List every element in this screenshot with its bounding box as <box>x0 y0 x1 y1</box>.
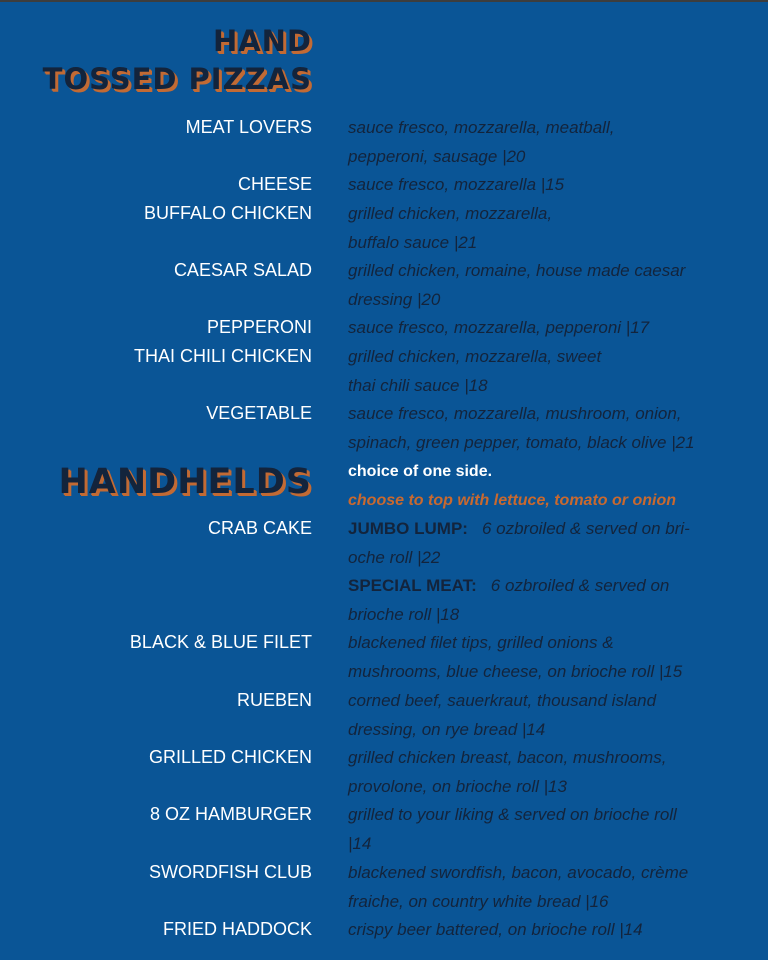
desc-line: fraiche, on country white bread |16 <box>348 891 609 911</box>
menu-item-thai-chili-chicken-name: THAI CHILI CHICKEN <box>133 346 312 366</box>
menu-item-swordfish-club-desc <box>348 859 733 916</box>
menu-item-cheese-desc <box>348 171 733 200</box>
desc-line: grilled chicken breast, bacon, mushrooms, <box>348 748 667 767</box>
desc-line <box>348 515 733 544</box>
menu-item-fried-haddock-name: FRIED HADDOCK <box>162 919 312 939</box>
desc-line: dressing, on rye bread |14 <box>348 719 546 739</box>
desc-line: oche roll |22 <box>348 547 441 567</box>
desc-line: crispy beer battered, on brioche roll |14 <box>348 920 643 939</box>
jumbo-lump-label: JUMBO LUMP: <box>348 519 468 538</box>
desc-line: grilled to your liking & served on brioche roll <box>348 805 677 824</box>
menu-item-vegetable-name: VEGETABLE <box>206 403 312 423</box>
menu-item-swordfish-club-name: SWORDFISH CLUB <box>148 862 312 882</box>
menu-item-meat-lovers-desc <box>348 114 733 171</box>
desc-line: grilled chicken, mozzarella, <box>348 204 553 223</box>
menu-item-caesar-salad-name: CAESAR SALAD <box>173 260 312 280</box>
top-border <box>0 0 768 2</box>
desc-line: brioche roll |18 <box>348 605 460 625</box>
special-meat-label: SPECIAL MEAT: <box>348 576 477 596</box>
menu-item-black-blue-filet-desc <box>348 629 733 686</box>
desc-line: corned beef, sauerkraut, thousand island <box>348 691 657 710</box>
desc-line: sauce fresco, mozzarella, meatball, <box>348 118 615 137</box>
menu-item-grilled-chicken-name: GRILLED CHICKEN <box>148 747 312 767</box>
menu-item-crab-cake-desc <box>348 515 733 630</box>
menu-item-fried-haddock-desc <box>348 916 733 945</box>
desc-line: dressing |20 <box>348 289 441 309</box>
menu-item-pepperoni-desc <box>348 314 733 343</box>
desc-line: mushrooms, blue cheese, on brioche roll |15 <box>348 661 683 681</box>
desc-line: blackened filet tips, grilled onions & <box>348 633 614 652</box>
menu-item-vegetable-desc <box>348 400 733 457</box>
desc-line: provolone, on brioche roll |13 <box>348 776 567 796</box>
side-choice-note: choice of one side. <box>348 463 493 480</box>
section-title-pizzas <box>43 22 312 98</box>
menu-item-meat-lovers-name: MEAT LOVERS <box>185 117 312 137</box>
desc-line: sauce fresco, mozzarella, pepperoni |17 <box>348 318 650 337</box>
menu-item-cheese-name: CHEESE <box>237 174 312 194</box>
desc-line: buffalo sauce |21 <box>348 232 478 252</box>
desc-line: sauce fresco, mozzarella, mushroom, onion, <box>348 404 682 423</box>
jumbo-lump-text: 6 ozbroiled & served on bri- <box>481 519 690 538</box>
desc-line: sauce fresco, mozzarella |15 <box>348 175 565 194</box>
desc-line: grilled chicken, romaine, house made caesar <box>348 261 686 280</box>
menu-item-crab-cake-name: CRAB CAKE <box>207 518 312 538</box>
menu-item-grilled-chicken-desc <box>348 744 733 801</box>
menu-item-pepperoni-name: PEPPERONI <box>206 317 312 337</box>
menu-item-rueben-desc <box>348 687 733 744</box>
menu-item-8oz-hamburger-desc <box>348 801 733 858</box>
desc-line <box>348 572 733 601</box>
desc-line: grilled chicken, mozzarella, sweet <box>348 347 602 366</box>
section-title-pizzas-line2: TOSSED PIZZAS <box>42 62 312 96</box>
topping-note: choose to top with lettuce, tomato or onion <box>348 492 676 509</box>
menu-item-buffalo-chicken-name: BUFFALO CHICKEN <box>143 203 312 223</box>
menu-item-black-blue-filet-name: BLACK & BLUE FILET <box>129 632 312 652</box>
menu-item-rueben-name: RUEBEN <box>236 690 312 710</box>
desc-line: spinach, green pepper, tomato, black olive |21 <box>348 432 695 452</box>
desc-line: pepperoni, sausage |20 <box>348 146 526 166</box>
desc-line: blackened swordfish, bacon, avocado, crème <box>348 863 689 882</box>
special-meat-text: 6 ozbroiled & served on <box>490 576 670 596</box>
section-title-pizzas-line1: HAND <box>212 24 312 58</box>
desc-line: |14 <box>348 833 372 853</box>
section-title-handhelds: HANDHELDS <box>58 462 312 502</box>
menu-item-caesar-salad-desc <box>348 257 733 314</box>
desc-line: thai chili sauce |18 <box>348 375 488 395</box>
menu-item-8oz-hamburger-name: 8 OZ HAMBURGER <box>149 804 312 824</box>
menu-item-thai-chili-chicken-desc <box>348 343 733 400</box>
menu-item-buffalo-chicken-desc <box>348 200 733 257</box>
